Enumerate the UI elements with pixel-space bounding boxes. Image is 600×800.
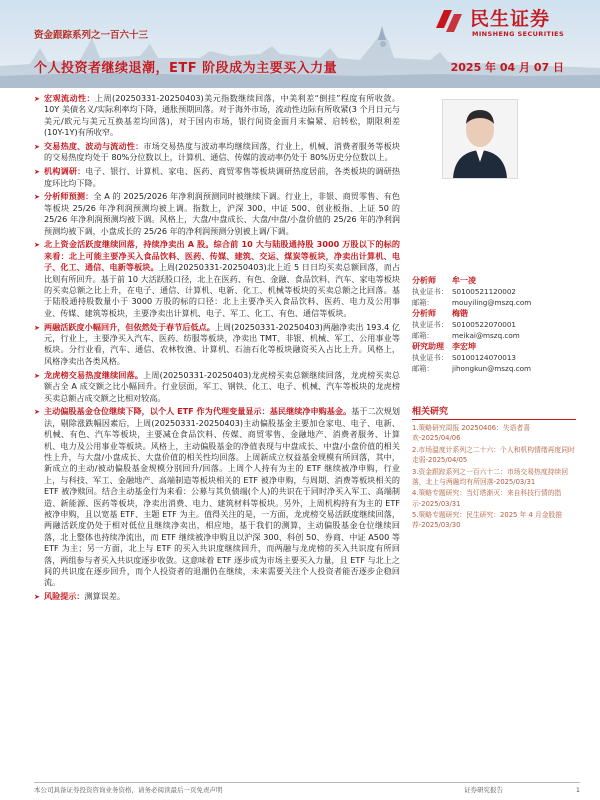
analyst-role: 分析师 bbox=[412, 309, 436, 318]
analyst-email[interactable]: mouyiling@mszq.com bbox=[452, 298, 532, 307]
related-research-link[interactable]: 2.市场温度计系列之二十六：个人和机构情绪再度同时走弱-2025/04/05 bbox=[412, 445, 575, 465]
brand-logo bbox=[434, 6, 582, 42]
related-research-link[interactable]: 5.策略专题研究：民生研究：2025 年 4 月金股推荐-2025/03/30 bbox=[412, 511, 563, 530]
analyst-name: 梅锴 bbox=[452, 309, 468, 318]
summary-paragraph: ➤ 北上资金活跃度继续回落，持续净卖出 A 股。综合前 10 大与陆股通持股 3000 万股以下的标的来看：北上可能主要净买入食品饮料、医药、传媒、建筑、交运、煤炭等板块，净卖出计算机、电子、化工、通信、电新等板块。上周(20250331-20250403)北上近 5 日日均买卖总额回落，而占比则有所回升。基于前 10 大活跃股口径，北上在医药、有色、金融、食品饮料、汽车、家电等板块的买卖总额之比上升，在电子、通信、计算机、电新、化工、机械等板块的买卖总额之比回落。基于陆股通持股数量小于 3000 万股的标的口径：北上主要净买入食品饮料、医药、电力及公用事业、传媒、建筑等板块，主要净卖出计算机、电子、军工、化工、有色、通信等板块。 bbox=[34, 239, 400, 318]
footer-disclaimer: 本公司具备证券投资咨询业务资格，请务必阅读最后一页免责声明 bbox=[34, 786, 223, 794]
bullet-arrow-icon: ➤ bbox=[34, 593, 40, 602]
page-footer bbox=[34, 782, 580, 797]
bullet-arrow-icon: ➤ bbox=[34, 323, 40, 332]
summary-paragraph: ➤ 交易热度、波动与流动性：市场交易热度与波动率均继续回落，行业上，机械、消费者服务等板块的交易热度均处于 80%分位数以上，计算机、通信、传媒的波动率仍处于 80%历史分位数以上。 bbox=[34, 141, 400, 163]
analyst-cert: S0100124070013 bbox=[452, 353, 517, 362]
bullet-arrow-icon: ➤ bbox=[34, 241, 40, 250]
summary-paragraph: ➤ 分析师预测：全 A 的 2025/2026 年净利润预测同时被继续下调。行业上，非银、商贸零售、有色等板块 25/26 年净利润预测均被上调。指数上，沪深 300、中证 500、创业板指、上证 50 的 25/26 年净利润预测均被下调。风格上，大盘/中盘成长、大盘/中盘/小盘价值的 25/26 年的净利润预测均被下调，小盘成长的 25/26 年的净利润预测分别被上调/下调。 bbox=[34, 191, 400, 236]
person-avatar-icon bbox=[443, 100, 517, 178]
related-research-link[interactable]: 1.策略研究周报 20250406：失语者喜欢-2025/04/06 bbox=[412, 424, 531, 443]
report-title: 个人投资者继续退潮，ETF 阶段成为主要买入力量 bbox=[34, 61, 338, 76]
logo-mark-icon bbox=[434, 6, 464, 36]
bullet-arrow-icon: ➤ bbox=[34, 143, 40, 152]
related-research-link[interactable]: 3.资金跟踪系列之一百六十二：市场交易热度持续回落，北上与两融均有所回落-2025/03/31 bbox=[412, 467, 569, 486]
bullet-arrow-icon: ➤ bbox=[34, 193, 40, 202]
analyst-role: 分析师 bbox=[412, 276, 436, 285]
summary-paragraph: ➤ 宏观流动性：上周(20250331-20250403)美元指数继续回落，中美利差“倒挂”程度有所收敛。10Y 美债名义/实际利率均下降，通胀预期回落。对于海外市场，流动性边际有所收紧(3 个月日元与美元/欧元与美元互换基差均回落)，对于国内市场，银行间资金面月末偏紧、启转松，期限利差(10Y-1Y)有所收窄。 bbox=[34, 93, 400, 138]
bullet-arrow-icon: ➤ bbox=[34, 371, 40, 380]
analyst-email[interactable]: meikai@mszq.com bbox=[452, 331, 520, 340]
analyst-entry: 分析师 牟一凌 执业证书： S0100521120002 邮箱： mouyiling@mszq.com bbox=[412, 276, 532, 307]
analyst-email[interactable]: jihongkun@mszq.com bbox=[452, 364, 532, 373]
summary-paragraph: ➤ 风险提示：测算误差。 bbox=[34, 591, 400, 602]
header-banner bbox=[0, 0, 600, 88]
related-research-title: 相关研究 bbox=[412, 404, 576, 420]
related-research-link[interactable]: 4.策略专题研究：当灯塔渐灭：来自科技行情的指示-2025/03/31 bbox=[412, 489, 562, 508]
summary-paragraph: ➤ 机构调研：电子、银行、计算机、家电、医药、商贸零售等板块调研热度居前，各类板块的调研热度环比均下降。 bbox=[34, 166, 400, 188]
summary-paragraph: ➤ 主动偏股基金仓位继续下降，以个人 ETF 作为代理变量显示：基民继续净申购基金。基于二次规划法，剔除涨跌幅因素后，上周(20250331-20250403)主动偏股基金主要加仓家电、电子、电新、机械、有色、汽车等板块，主要减仓食品饮料、传媒、商贸零售、金融地产、消费者服务、计算机、电力及公用事业等板块。风格上，主动偏股基金的净值表现与中盘成长、中盘/小盘价值的相关性上升，与大盘/小盘成长、大盘价值的相关性均回落。上周新成立权益基金规模有所回落，其中，新成立的主动/被动偏股基金规模分别回升/回落。上周个人持有为主的 ETF 继续被净申购，行业上，与科技、军工、金融地产、高端制造等板块相关的 ETF 被净申购，与周期、消费等板块相关的 ETF 被净赎回。结合主动基金行为来看：公募与其负债端(个人)的共识在于同时净买入军工、高端制造、新能源、医药等板块，净卖出消费、电力、建筑材料等板块。另外，上周机构持有为主的 ETF 被净申购，且以宽基 ETF、主题 ETF 为主。值得关注的是，一方面，龙虎榜交易活跃度继续回落，两融活跃度仍处于相对低位且继续净卖出，相应地，基于我们的测算，主动偏股基金仓位继续回落，北上整体也持续净流出，而 ETF 继续被净申购且以沪深 300、科创 50、券商、中证 A500 等 ETF 为主；另一方面，北上与 ETF 的买入共识度继续回升，而两融与龙虎榜的买入共识度有所回落，两组参与者买入共识度逐步收敛。这意味着 ETF 逐步成为市场主要买入力量，且 ETF 与北上之间的共识度在逐步回升，而个人投资者的退潮仍在继续，未来需要关注个人投资者能否逐步企稳回流。 bbox=[34, 406, 400, 588]
series-label: 资金跟踪系列之一百六十三 bbox=[34, 30, 149, 41]
bullet-arrow-icon: ➤ bbox=[34, 168, 40, 177]
summary-column bbox=[34, 93, 400, 605]
analyst-name: 李宏坤 bbox=[452, 342, 476, 351]
bullet-arrow-icon: ➤ bbox=[34, 408, 40, 417]
analyst-entry: 分析师 梅锴 执业证书： S0100522070001 邮箱： meikai@mszq.com bbox=[412, 309, 520, 340]
logo-text-cn: 民生证券 bbox=[470, 8, 551, 30]
summary-paragraph: ➤ 两融活跃度小幅回升，但依然处于春节后低点。上周(20250331-20250403)两融净卖出 193.4 亿元，行业上，主要净买入汽车、医药、纺服等板块，净卖出 TMT、非银、机械、军工、公用事业等板块。分行业看，汽车、通信、农林牧渔、计算机、石油石化等板块融资买入占比上升。风格上，风格净卖出各类风格。 bbox=[34, 321, 400, 366]
analyst-cert: S0100522070001 bbox=[452, 320, 517, 329]
analyst-photo bbox=[442, 99, 518, 179]
analyst-cert: S0100521120002 bbox=[452, 287, 517, 296]
analyst-name: 牟一凌 bbox=[452, 276, 476, 285]
analyst-role: 研究助理 bbox=[412, 342, 444, 351]
analyst-list bbox=[412, 275, 576, 374]
report-date: 2025 年 04 月 07 日 bbox=[450, 61, 564, 74]
logo-text-en: MINSHENG SECURITIES bbox=[472, 30, 565, 38]
analyst-entry: 研究助理 李宏坤 执业证书： S0100124070013 邮箱： jihongkun@mszq.com bbox=[412, 342, 532, 373]
bullet-arrow-icon: ➤ bbox=[34, 95, 40, 103]
summary-paragraph: ➤ 龙虎榜交易热度继续回落。上周(20250331-20250403)龙虎榜买卖总额继续回落，龙虎榜买卖总额占全 A 成交额之比小幅回升。行业层面，军工、钢铁、化工、电子、机械、汽车等板块的龙虎榜买卖总额占成交额之比相对较高。 bbox=[34, 369, 400, 403]
footer-doc-type: 证券研究报告 bbox=[464, 786, 503, 794]
related-research-list bbox=[412, 423, 576, 532]
page-number: 1 bbox=[575, 786, 580, 794]
